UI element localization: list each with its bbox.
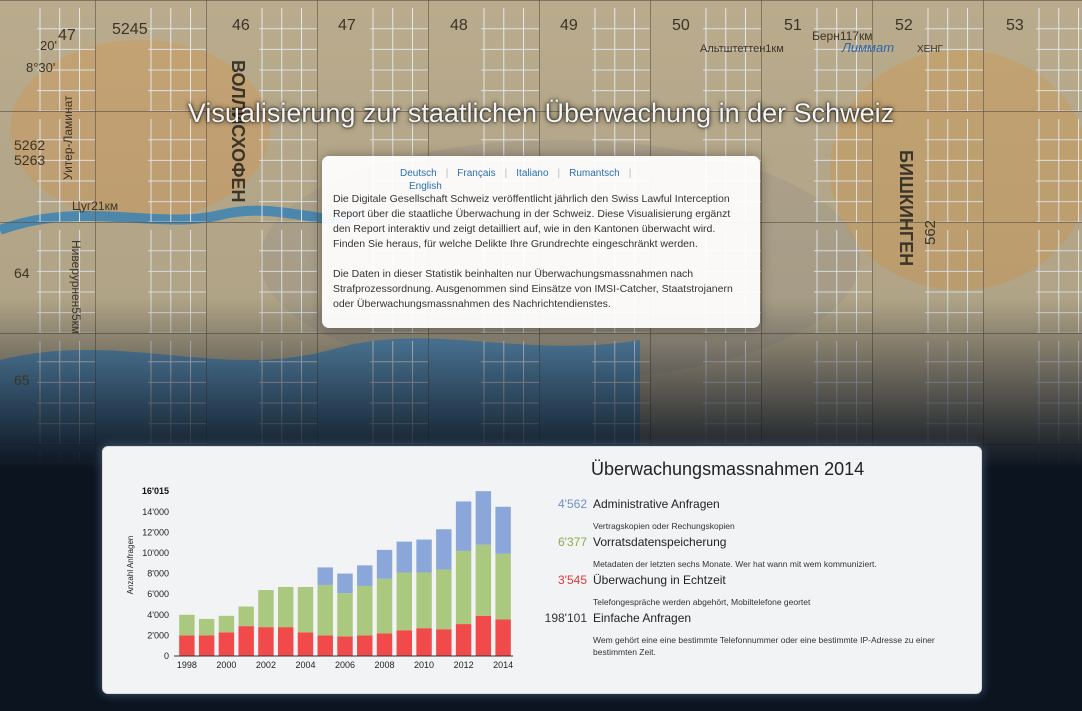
map-label: ВОЛЛИСХОФЕН	[228, 60, 248, 203]
map-label: 20'	[40, 38, 57, 53]
intro-card	[322, 156, 760, 328]
y-tick-label: 6'000	[147, 589, 169, 600]
category-simple-requests[interactable]	[507, 609, 947, 658]
language-link-en[interactable]: English	[409, 181, 442, 192]
separator: |	[557, 168, 561, 179]
separator: |	[504, 168, 508, 179]
y-tick-label: 10'000	[142, 547, 169, 558]
category-administrative[interactable]	[507, 495, 947, 532]
y-tick-label: 12'000	[142, 527, 169, 538]
bar-segment[interactable]	[199, 635, 214, 656]
x-tick-label: 1998	[176, 660, 197, 670]
bar-segment[interactable]	[456, 551, 471, 624]
bar-segment[interactable]	[337, 574, 352, 594]
bar-segment[interactable]	[357, 565, 372, 586]
map-label: 65	[14, 372, 30, 388]
language-link-rm[interactable]: Rumantsch	[569, 168, 620, 179]
bar-segment[interactable]	[476, 545, 491, 616]
category-data-retention[interactable]	[507, 533, 947, 570]
x-tick-label: 2012	[453, 660, 474, 670]
y-axis-max-label: 16'015	[141, 486, 169, 496]
bar-segment[interactable]	[476, 491, 491, 545]
map-grid-number: 47	[338, 17, 356, 34]
category-name: Vorratsdatenspeicherung	[593, 535, 727, 549]
bar-segment[interactable]	[397, 630, 412, 656]
bar-segment[interactable]	[199, 619, 214, 635]
category-value: 6'377	[558, 535, 587, 549]
y-tick-label: 2'000	[147, 630, 169, 641]
category-name: Überwachung in Echtzeit	[593, 573, 726, 587]
language-switcher	[400, 167, 670, 193]
bar-segment[interactable]	[377, 633, 392, 656]
x-tick-label: 2008	[374, 660, 395, 670]
map-label: 5263	[14, 152, 46, 168]
y-tick-label: 14'000	[142, 506, 169, 517]
x-tick-label: 2006	[334, 660, 356, 670]
separator: |	[445, 168, 449, 179]
y-tick-label: 0	[163, 651, 169, 661]
x-tick-label: 2010	[414, 660, 435, 670]
intro-paragraph: Die Daten in dieser Statistik beinhalten nur Überwachungsmassnahmen nach Strafprozessordnung. Ausgenommen sind Einsätze von IMSI-Catcher, Staatstrojanern oder Überwachungsmassnahmen des Nachrichtendienstes.	[333, 268, 733, 310]
language-link-fr[interactable]: Français	[457, 168, 496, 179]
intro-paragraph: Die Digitale Gesellschaft Schweiz veröffentlicht jährlich den Swiss Lawful Interception Report über die staatliche Überwachung in der Schweiz. Diese Visualisierung ergänzt den Report interaktiv und zeigt detailliert auf, wie in den Kantonen überwacht wird. Finden Sie heraus, für welche Delikte Ihre Grundrechte eingeschränkt werden.	[333, 193, 731, 250]
map-grid-number: 49	[560, 17, 578, 34]
bar-segment[interactable]	[377, 550, 392, 579]
bar-segment[interactable]	[219, 616, 234, 632]
bar-segment[interactable]	[258, 590, 273, 627]
statistics-title: Überwachungsmassnahmen 2014	[591, 459, 865, 479]
category-description: Wem gehört eine eine bestimmte Telefonnummer oder eine bestimmte IP-Adresse zu einer bestimmten Zeit.	[593, 635, 935, 657]
map-label: 5262	[14, 137, 46, 153]
bar-segment[interactable]	[238, 626, 253, 656]
bar-segment[interactable]	[318, 585, 333, 635]
bar-segment[interactable]	[278, 627, 293, 656]
bar-segment[interactable]	[456, 501, 471, 550]
bar-segment[interactable]	[397, 542, 412, 573]
category-realtime[interactable]	[507, 571, 947, 608]
bar-segment[interactable]	[436, 529, 451, 569]
map-label: Уитер-Ламинат	[61, 95, 75, 180]
map-label: ХЕНГ	[917, 44, 943, 55]
category-name: Einfache Anfragen	[593, 611, 692, 625]
bar-segment[interactable]	[179, 615, 194, 636]
y-axis-label: Anzahl Anfragen	[126, 535, 135, 595]
map-label: 562	[922, 219, 939, 245]
bar-segment[interactable]	[337, 593, 352, 636]
map-grid-number: 51	[784, 17, 802, 34]
bar-segment[interactable]	[416, 540, 431, 573]
bar-segment[interactable]	[436, 629, 451, 656]
separator: |	[628, 168, 632, 179]
category-name: Administrative Anfragen	[593, 497, 720, 511]
y-tick-label: 4'000	[147, 609, 169, 620]
map-label: 64	[14, 265, 30, 281]
category-value: 3'545	[558, 573, 587, 587]
map-label: Альтштеттен1км	[700, 43, 784, 55]
category-value: 4'562	[558, 497, 587, 511]
category-value: 198'101	[544, 611, 587, 625]
language-link-de[interactable]: Deutsch	[400, 168, 437, 179]
bar-segment[interactable]	[337, 636, 352, 656]
map-label: БИШКИНГЕН	[896, 150, 916, 267]
map-label: 8°30'	[26, 60, 56, 75]
language-link-it[interactable]: Italiano	[516, 168, 549, 179]
bar-segment[interactable]	[258, 627, 273, 656]
statistics-card	[102, 446, 982, 694]
map-grid-number: 5245	[112, 21, 148, 38]
bar-segment[interactable]	[238, 607, 253, 627]
bar-segment[interactable]	[318, 635, 333, 656]
category-description: Telefongespräche werden abgehört, Mobiltelefone geortet	[593, 597, 811, 607]
bar-segment[interactable]	[476, 616, 491, 656]
map-label: Лиммат	[842, 40, 895, 55]
bar-segment[interactable]	[397, 573, 412, 631]
category-description: Metadaten der letzten sechs Monate. Wer hat wann mit wem kommuniziert.	[593, 559, 877, 569]
bar-segment[interactable]	[357, 586, 372, 635]
bar-segment[interactable]	[416, 628, 431, 656]
map-grid-number: 53	[1006, 17, 1024, 34]
y-tick-label: 8'000	[147, 568, 169, 579]
stacked-bar-chart	[121, 483, 521, 709]
map-grid-number: 48	[450, 17, 468, 34]
x-tick-label: 2014	[493, 660, 514, 670]
bar-segment[interactable]	[179, 635, 194, 656]
map-grid-number: 52	[895, 17, 913, 34]
map-grid-number: 46	[232, 17, 250, 34]
bar-segment[interactable]	[278, 587, 293, 627]
map-label: Цуг21км	[72, 199, 119, 213]
bar-segment[interactable]	[456, 624, 471, 656]
map-label: Ниверурнен55км	[69, 240, 83, 335]
bar-segment[interactable]	[298, 632, 313, 656]
bar-segment[interactable]	[357, 635, 372, 656]
map-grid-number: 47	[58, 27, 76, 44]
bar-segment[interactable]	[436, 569, 451, 629]
bar-segment[interactable]	[416, 573, 431, 629]
x-tick-label: 2004	[295, 660, 316, 670]
map-label: Берн117км	[812, 29, 873, 43]
page-title: Visualisierung zur staatlichen Überwachung in der Schweiz	[187, 98, 895, 129]
intro-text	[333, 192, 750, 327]
bar-segment[interactable]	[318, 567, 333, 585]
bar-segment[interactable]	[219, 632, 234, 656]
x-tick-label: 2000	[216, 660, 237, 670]
map-grid-number: 50	[672, 17, 690, 34]
category-description: Vertragskopien oder Rechungskopien	[593, 521, 735, 531]
bar-segment[interactable]	[298, 587, 313, 632]
x-tick-label: 2002	[255, 660, 276, 670]
bar-segment[interactable]	[377, 579, 392, 634]
